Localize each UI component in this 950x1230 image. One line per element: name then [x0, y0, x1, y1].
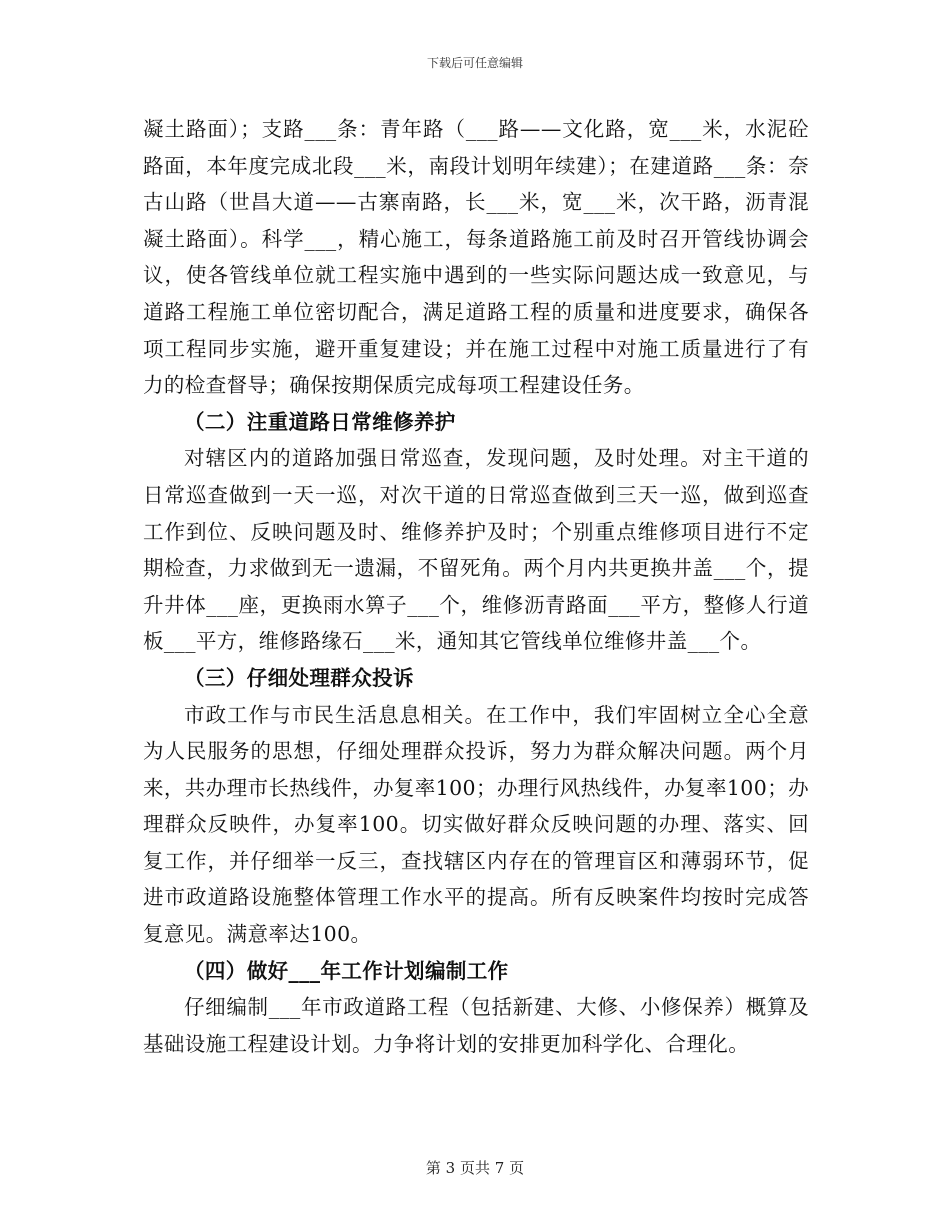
document-body — [143, 111, 809, 1062]
paragraph-complaints: 市政工作与市民生活息息相关。在工作中，我们牢固树立全心全意为人民服务的思想，仔细处理群众投诉，努力为群众解决问题。两个月来，共办理市长热线件，办复率100；办理行风热线件，办复率100；办理群众反映件，办复率100。切实做好群众反映问题的办理、落实、回复工作，并仔细举一反三，查找辖区内存在的管理盲区和薄弱环节，促进市政道路设施整体管理工作水平的提高。所有反映案件均按时完成答复意见。满意率达100。 — [143, 702, 809, 947]
paragraph-maintenance: 对辖区内的道路加强日常巡查，发现问题，及时处理。对主干道的日常巡查做到一天一巡，对次干道的日常巡查做到三天一巡，做到巡查工作到位、反映问题及时、维修养护及时；个别重点维修项目进行不定期检查，力求做到无一遗漏，不留死角。两个月内共更换井盖___个，提升井体___座，更换雨水箅子___个，维修沥青路面___平方，整修人行道板___平方，维修路缘石___米，通知其它管线单位维修井盖___个。 — [143, 446, 809, 654]
paragraph-road-construction: 凝土路面）；支路___条：青年路（___路——文化路，宽___米，水泥砼路面，本年度完成北段___米，南段计划明年续建）；在建道路___条：奈古山路（世昌大道——古寨南路，长___米，宽___米，次干路，沥青混凝土路面）。科学___，精心施工，每条道路施工前及时召开管线协调会议，使各管线单位就工程实施中遇到的一些实际问题达成一致意见，与道路工程施工单位密切配合，满足道路工程的质量和进度要求，确保各项工程同步实施，避开重复建设；并在施工过程中对施工质量进行了有力的检查督导；确保按期保质完成每项工程建设任务。 — [143, 117, 809, 398]
section-heading-maintenance: （二）注重道路日常维修养护 — [184, 409, 456, 434]
section-heading-work-plan: （四）做好___年工作计划编制工作 — [184, 958, 509, 983]
paragraph-work-plan: 仔细编制___年市政道路工程（包括新建、大修、小修保养）概算及基础设施工程建设计划。力争将计划的安排更加科学化、合理化。 — [143, 995, 809, 1056]
section-heading-complaints: （三）仔细处理群众投诉 — [184, 665, 414, 690]
page-header: 下载后可任意编辑 — [426, 56, 523, 70]
page-number-footer: 第 3 页共 7 页 — [425, 1159, 525, 1177]
